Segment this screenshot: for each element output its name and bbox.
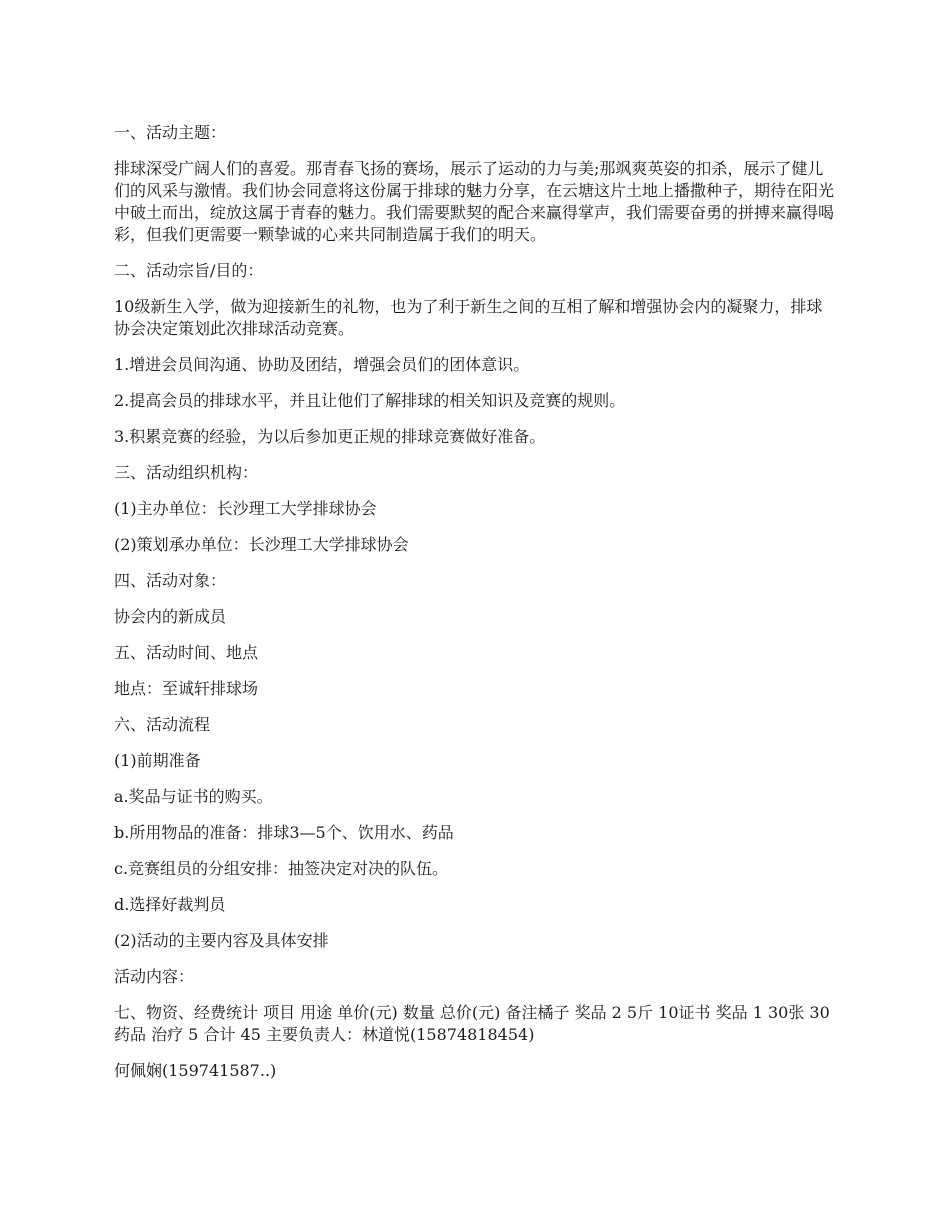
section-heading-purpose: 二、活动宗旨/目的： [114,261,264,280]
list-item-prep-b: b.所用物品的准备：排球3—5个、饮用水、药品 [114,823,454,842]
paragraph-audience-body: 协会内的新成员 [114,607,227,626]
section-heading-audience: 四、活动对象： [114,571,227,590]
subheading-main-content: (2)活动的主要内容及具体安排 [114,931,329,950]
document-body [114,122,838,1096]
list-item-prep-c: c.竞赛组员的分组安排：抽签决定对决的队伍。 [114,859,449,878]
list-item-purpose-1: 1.增进会员间沟通、协助及团结，增强会员们的团体意识。 [114,355,530,374]
paragraph-activity-content: 活动内容： [114,967,195,986]
section-heading-organization: 三、活动组织机构： [114,463,259,482]
section-heading-time-place: 五、活动时间、地点 [114,643,259,662]
paragraph-theme-body: 排球深受广阔人们的喜爱。那青春飞扬的赛场，展示了运动的力与美;那飒爽英姿的扣杀，展示了健儿们的风采与激情。我们协会同意将这份属于排球的魅力分享，在云塘这片土地上播撒种子，期待在阳光中破土而出，绽放这属于青春的魅力。我们需要默契的配合来赢得掌声，我们需要奋勇的拼搏来赢得喝彩，但我们更需要一颗挚诚的心来共同制造属于我们的明天。 [114,159,835,244]
list-item-co-organizer: (2)策划承办单位：长沙理工大学排球协会 [114,535,409,554]
paragraph-contact: 何佩娴(159741587..) [114,1061,277,1080]
section-heading-theme: 一、活动主题： [114,123,227,142]
list-item-prep-d: d.选择好裁判员 [114,895,226,914]
paragraph-place: 地点：至诚轩排球场 [114,679,259,698]
section-heading-budget: 七、物资、经费统计 项目 用途 单价(元) 数量 总价(元) 备注橘子 奖品 2 5斤 10证书 奖品 1 30张 30药品 治疗 5 合计 45 主要负责人：林道悦(15874818454) [114,1003,830,1044]
section-heading-process: 六、活动流程 [114,715,211,734]
paragraph-purpose-body: 10级新生入学，做为迎接新生的礼物，也为了利于新生之间的互相了解和增强协会内的凝聚力，排球协会决定策划此次排球活动竞赛。 [114,297,823,338]
list-item-purpose-2: 2.提高会员的排球水平，并且让他们了解排球的相关知识及竞赛的规则。 [114,391,626,410]
list-item-purpose-3: 3.积累竞赛的经验，为以后参加更正规的排球竞赛做好准备。 [114,427,546,446]
subheading-preparation: (1)前期准备 [114,751,201,770]
list-item-organizer: (1)主办单位：长沙理工大学排球协会 [114,499,377,518]
list-item-prep-a: a.奖品与证书的购买。 [114,787,273,806]
